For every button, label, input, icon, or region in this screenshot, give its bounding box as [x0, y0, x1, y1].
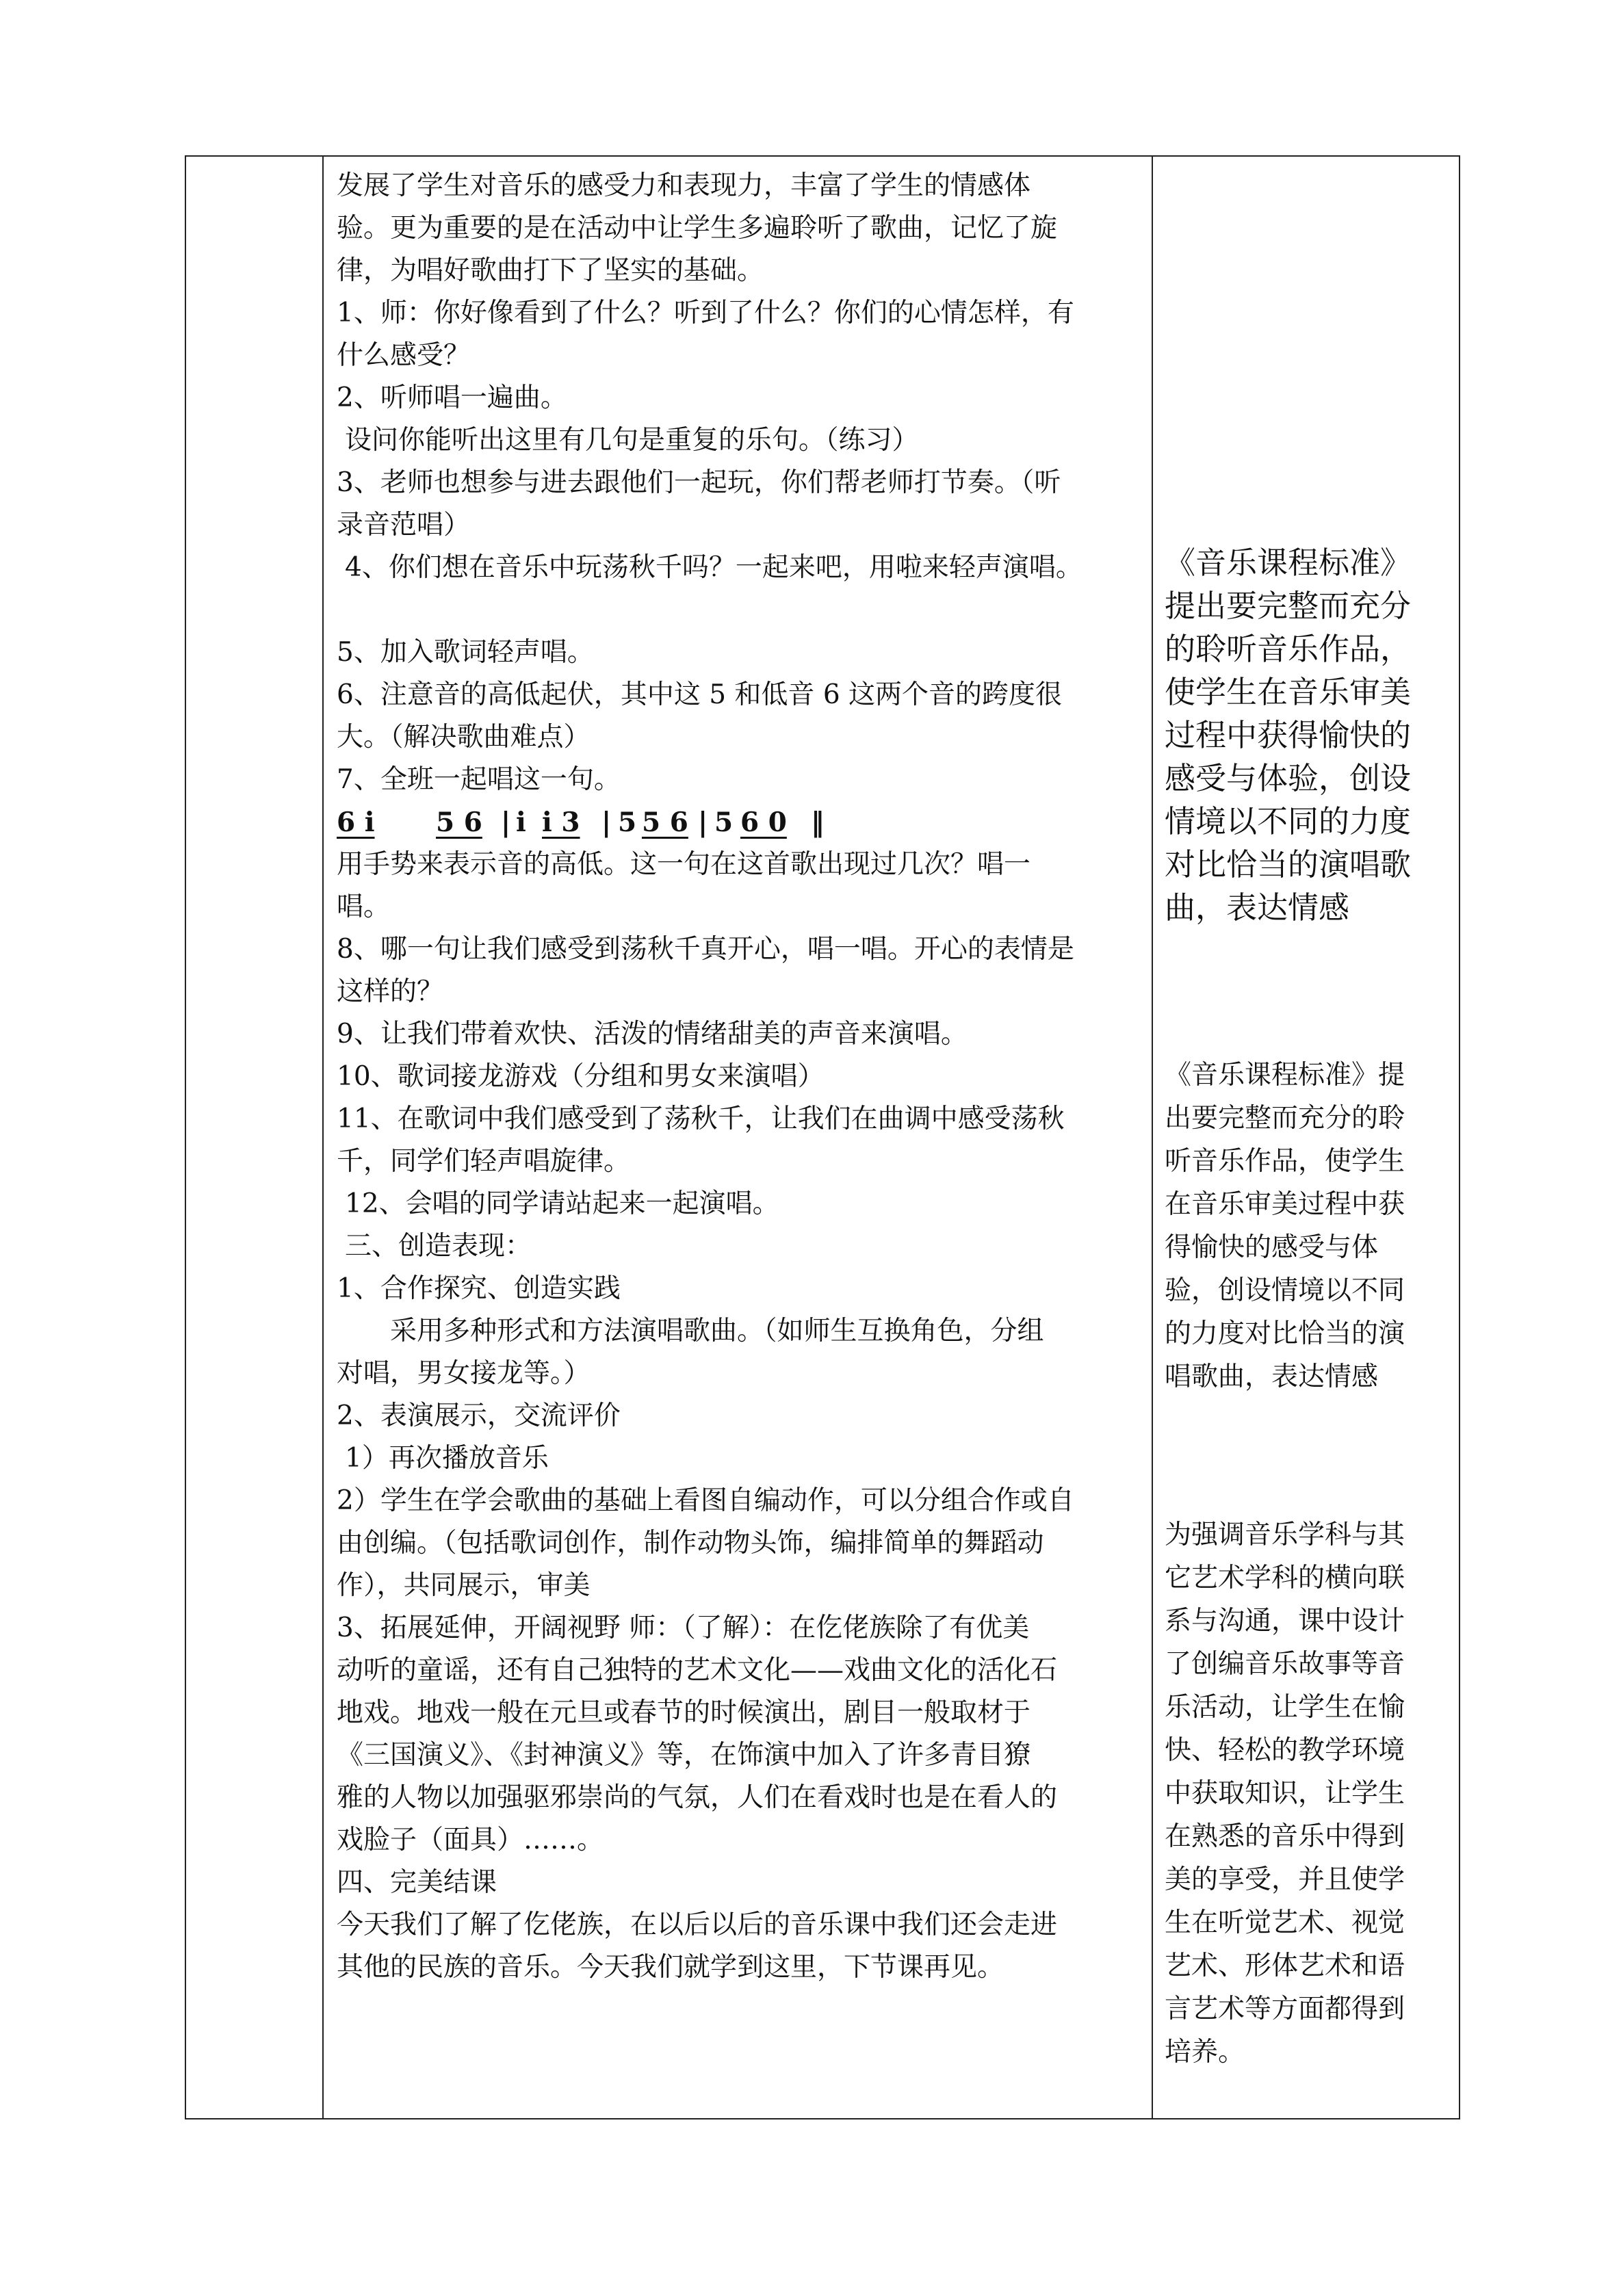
bar-line: | [601, 807, 612, 838]
note-group: 5 6 [436, 807, 482, 838]
text-line: 6、注意音的高低起伏，其中这 5 和低音 6 这两个音的跨度很 [337, 679, 1063, 710]
text-line: 雅的人物以加强驱邪崇尚的气氛，人们在看戏时也是在看人的 [337, 1782, 1058, 1813]
note-line: 的聆听音乐作品， [1165, 631, 1412, 667]
note-group: 6 0 [740, 807, 787, 838]
text-line: 这样的？ [337, 976, 444, 1007]
text-line: 10、歌词接龙游戏（分组和男女来演唱） [337, 1061, 825, 1092]
text-line: 7、全班一起唱这一句。 [337, 764, 621, 795]
note-line: 对比恰当的演唱歌 [1165, 846, 1412, 883]
bar-line: | [698, 807, 708, 838]
note-line: 为强调音乐学科与其 [1165, 1519, 1405, 1550]
text-line: 12、会唱的同学请站起来一起演唱。 [345, 1188, 779, 1219]
note-group: 5 6 [642, 807, 688, 838]
note-line: 乐活动，让学生在愉 [1165, 1692, 1405, 1723]
text-line: 采用多种形式和方法演唱歌曲。（如师生互换角色，分组 [390, 1316, 1044, 1346]
text-line: 3、拓展延伸，开阔视野 师：（了解）：在仡佬族除了有优美 [337, 1613, 1030, 1643]
design-note-1 [1165, 541, 1452, 929]
bar-line: | [501, 807, 511, 838]
note-group: 5 [714, 807, 734, 838]
note-line: 《音乐课程标准》提 [1165, 1060, 1405, 1091]
text-line: 用手势来表示音的高低。这一句在这首歌出现过几次？唱一 [337, 849, 1031, 880]
note-line: 唱歌曲，表达情感 [1165, 1361, 1379, 1392]
text-line: 5、加入歌词轻声唱。 [337, 637, 594, 668]
text-line: 2、听师唱一遍曲。 [337, 382, 567, 413]
text-line: 地戏。地戏一般在元旦或春节的时候演出，剧目一般取材于 [337, 1697, 1031, 1728]
music-notation-line [337, 801, 1144, 844]
note-line: 生在听觉艺术、视觉 [1165, 1907, 1405, 1938]
note-line: 情境以不同的力度 [1165, 803, 1412, 839]
end-bar: ‖ [811, 807, 825, 838]
text-line: 大。（解决歌曲难点） [337, 722, 591, 753]
text-line: 设问你能听出这里有几句是重复的乐句。（练习） [345, 425, 919, 456]
note-line: 言艺术等方面都得到 [1165, 1994, 1405, 2024]
text-line: 动听的童谣，还有自己独特的艺术文化——戏曲文化的活化石 [337, 1655, 1058, 1686]
text-line: 8、哪一句让我们感受到荡秋千真开心，唱一唱。开心的表情是 [337, 934, 1074, 965]
design-note-3 [1165, 1513, 1452, 2074]
blank-line [337, 589, 1144, 631]
note-line: 的力度对比恰当的演 [1165, 1318, 1405, 1349]
text-line: 1、合作探究、创造实践 [337, 1273, 621, 1304]
text-line: 律，为唱好歌曲打下了坚实的基础。 [337, 255, 764, 286]
section-heading: 三、创造表现： [345, 1231, 532, 1262]
text-line: 《三国演义》、《封神演义》等，在饰演中加入了许多青目獠 [337, 1740, 1031, 1771]
text-line: 今天我们了解了仡佬族，在以后以后的音乐课中我们还会走进 [337, 1909, 1058, 1940]
text-line: 2、表演展示，交流评价 [337, 1400, 621, 1431]
note-line: 得愉快的感受与体 [1165, 1232, 1379, 1263]
section-heading: 四、完美结课 [337, 1867, 497, 1898]
design-note-2 [1165, 1054, 1452, 1398]
text-line: 作），共同展示，审美 [337, 1570, 591, 1601]
note-line: 在熟悉的音乐中得到 [1165, 1821, 1405, 1852]
note-line: 艺术、形体艺术和语 [1165, 1951, 1405, 1981]
note-line: 出要完整而充分的聆 [1165, 1103, 1405, 1134]
text-line: 录音范唱） [337, 510, 471, 540]
note-line: 快、轻松的教学环境 [1165, 1735, 1405, 1766]
teaching-process-column [337, 165, 1144, 1989]
text-line: 戏脸子（面具）……。 [337, 1825, 604, 1855]
text-line: 4、你们想在音乐中玩荡秋千吗？一起来吧，用啦来轻声演唱。 [345, 552, 1082, 583]
note-line: 过程中获得愉快的 [1165, 717, 1412, 753]
note-line: 听音乐作品，使学生 [1165, 1146, 1405, 1177]
note-line: 系与沟通，课中设计 [1165, 1606, 1405, 1636]
note-line: 了创编音乐故事等音 [1165, 1649, 1405, 1680]
note-line: 使学生在音乐审美 [1165, 674, 1412, 710]
text-line: 其他的民族的音乐。今天我们就学到这里，下节课再见。 [337, 1952, 1004, 1983]
note-line: 美的享受，并且使学 [1165, 1864, 1405, 1895]
lesson-plan-table [185, 155, 1460, 2119]
note-line: 它艺术学科的横向联 [1165, 1563, 1405, 1593]
note-line: 验，创设情境以不同 [1165, 1275, 1405, 1306]
note-line: 提出要完整而充分 [1165, 588, 1412, 624]
text-line: 唱。 [337, 891, 391, 922]
text-line: 2）学生在学会歌曲的基础上看图自编动作，可以分组合作或自 [337, 1485, 1074, 1516]
text-line: 11、在歌词中我们感受到了荡秋千，让我们在曲调中感受荡秋 [337, 1104, 1065, 1134]
text-line: 发展了学生对音乐的感受力和表现力，丰富了学生的情感体 [337, 170, 1031, 201]
text-line: 1）再次播放音乐 [345, 1443, 549, 1474]
note-line: 在音乐审美过程中获 [1165, 1189, 1405, 1220]
text-line: 9、让我们带着欢快、活泼的情绪甜美的声音来演唱。 [337, 1019, 968, 1049]
text-line: 1、师：你好像看到了什么？听到了什么？你们的心情怎样，有 [337, 298, 1074, 328]
note-group: i 3 [542, 807, 580, 838]
column-divider-2 [1152, 157, 1153, 2118]
text-line: 3、老师也想参与进去跟他们一起玩，你们帮老师打节奏。（听 [337, 467, 1061, 498]
note-line: 中获取知识，让学生 [1165, 1778, 1405, 1809]
note-line: 曲，表达情感 [1165, 889, 1350, 926]
note-group: 5 [618, 807, 637, 838]
text-line: 由创编。（包括歌词创作，制作动物头饰，编排简单的舞蹈动 [337, 1528, 1044, 1558]
note-line: 培养。 [1165, 2037, 1245, 2067]
note-group: 6 i [337, 807, 375, 838]
column-divider-1 [322, 157, 324, 2118]
text-line: 对唱，男女接龙等。） [337, 1358, 591, 1389]
text-line: 验。更为重要的是在活动中让学生多遍聆听了歌曲，记忆了旋 [337, 213, 1058, 244]
note-group: i [516, 807, 526, 838]
text-line: 千，同学们轻声唱旋律。 [337, 1146, 631, 1177]
note-line: 《音乐课程标准》 [1165, 545, 1412, 581]
note-line: 感受与体验，创设 [1165, 760, 1412, 796]
text-line: 什么感受？ [337, 340, 471, 371]
